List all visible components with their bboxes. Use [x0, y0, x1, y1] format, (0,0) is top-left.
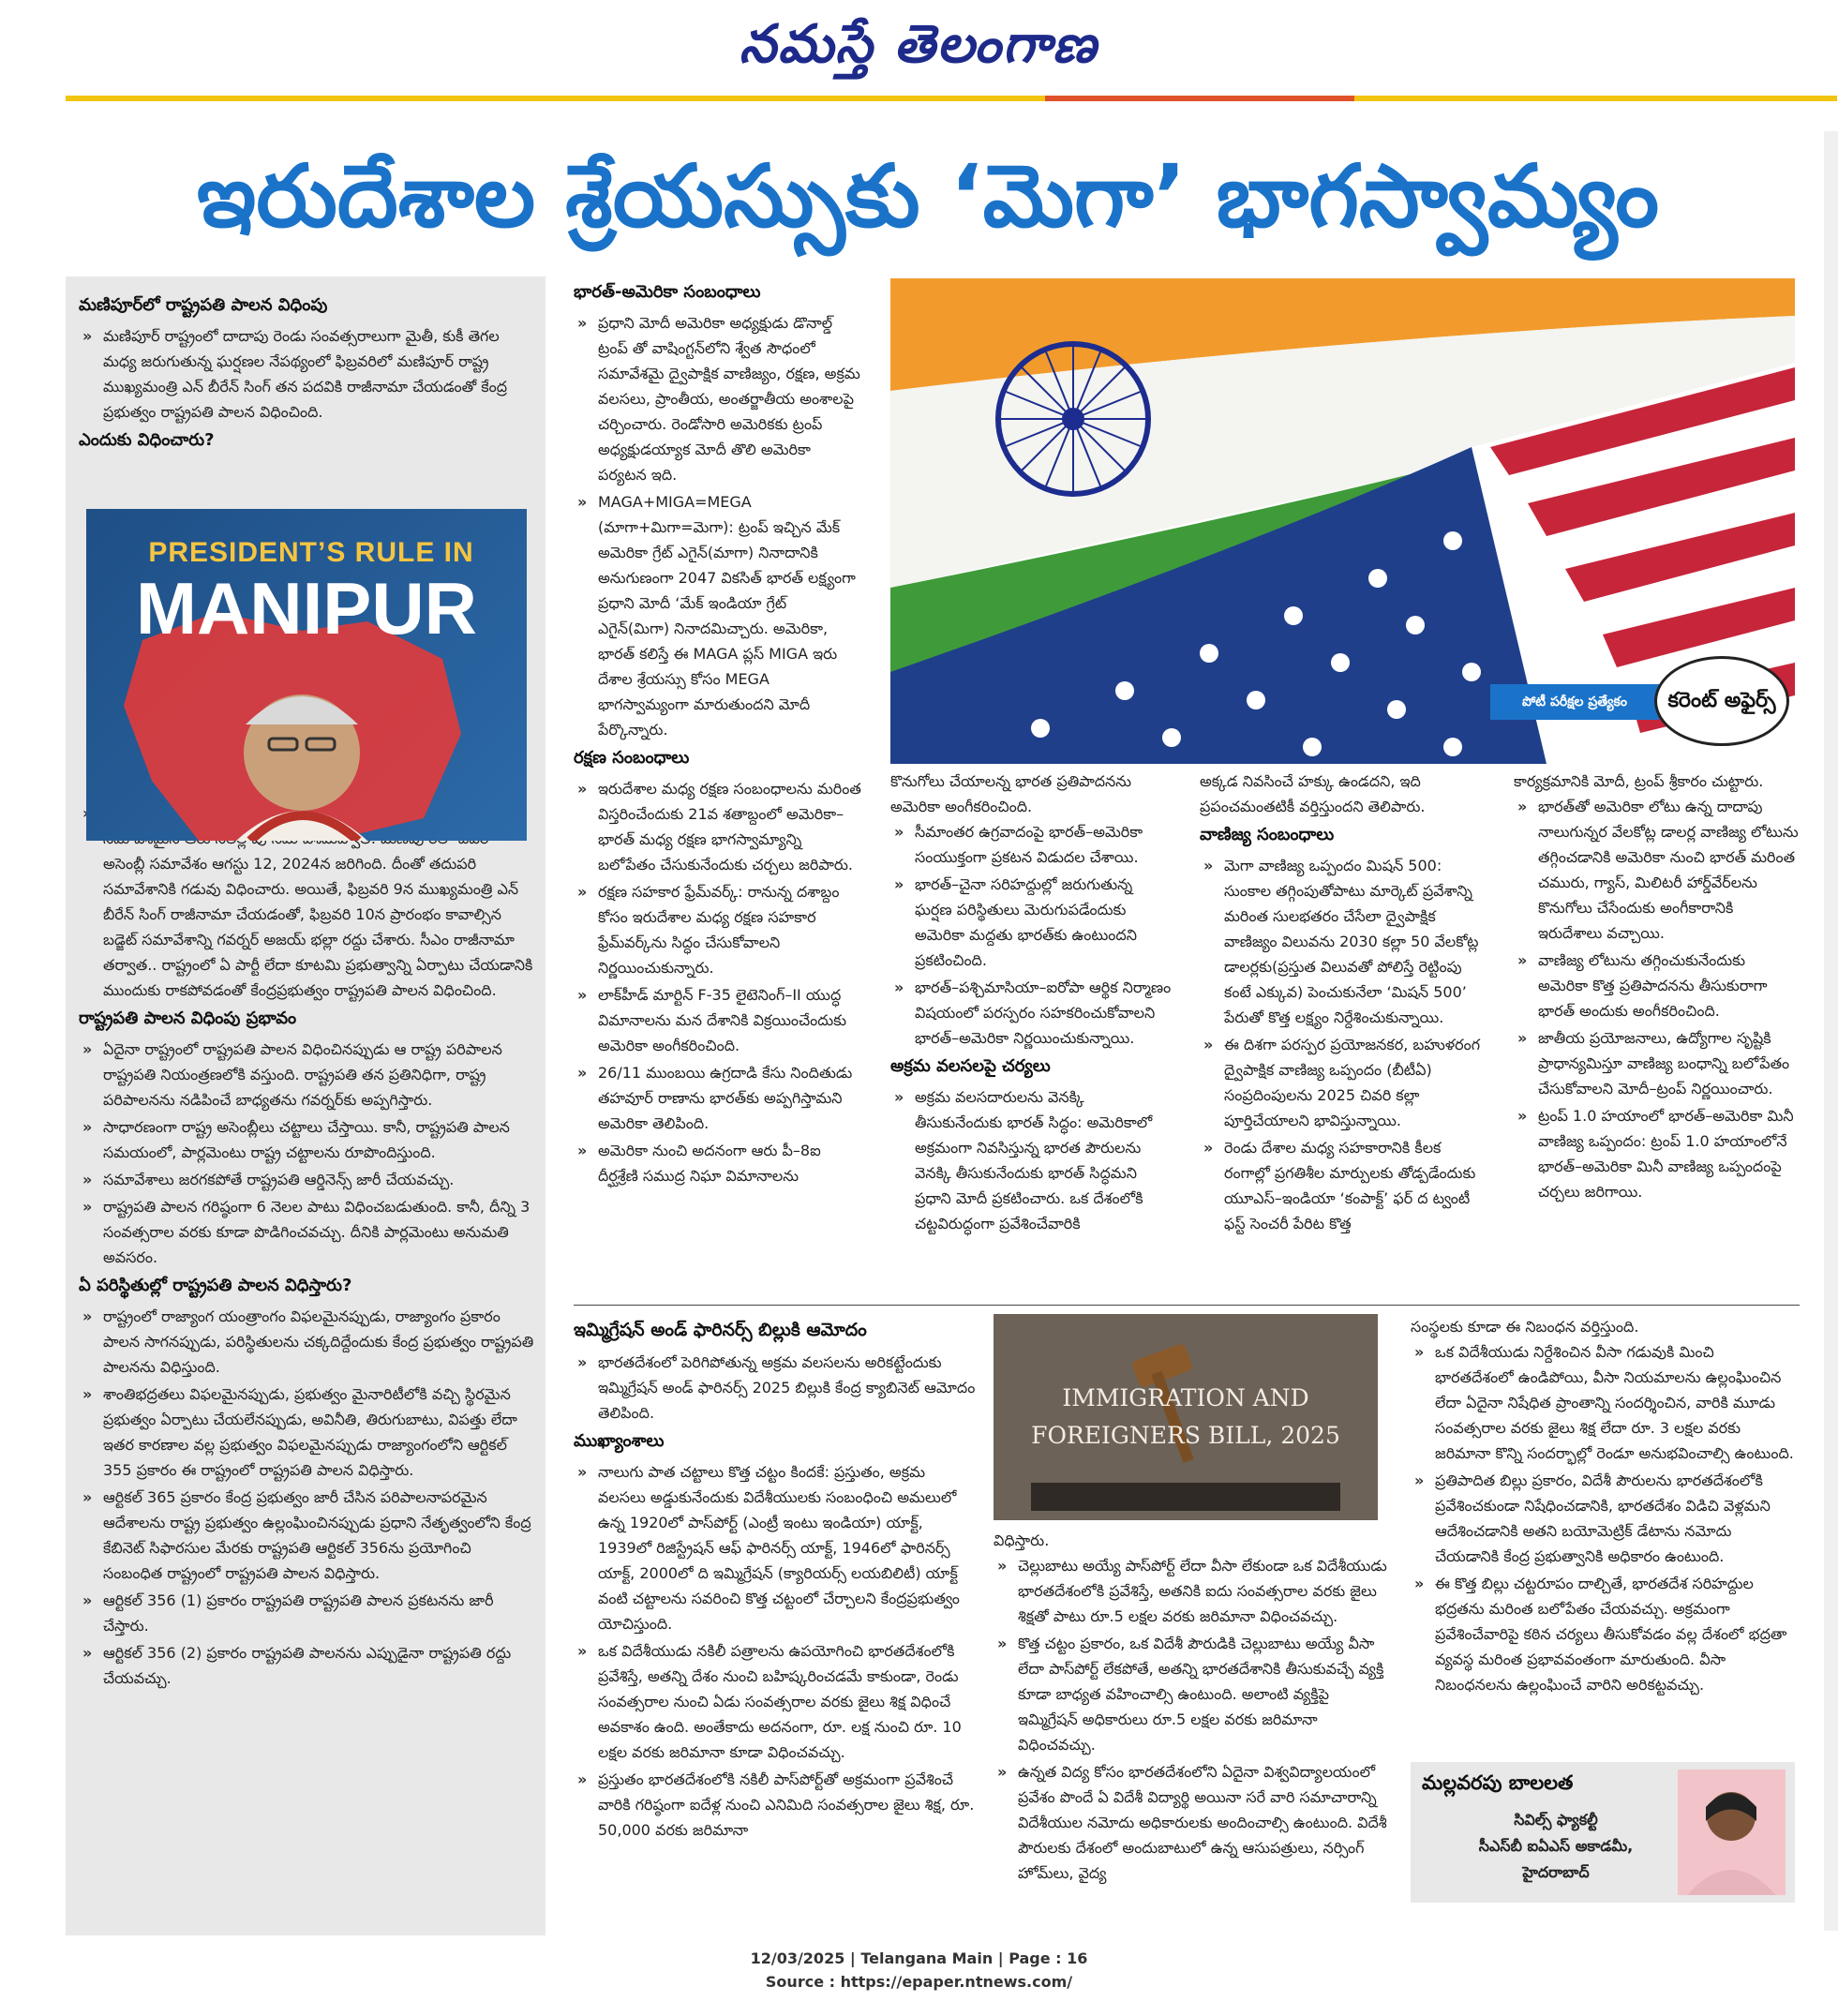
author-photo — [1678, 1770, 1786, 1895]
bullet-item: » ఒక విదేశీయుడు నిర్దేశించిన వీసా గడువుకి మించి భారతదేశంలో ఉండిపోయి, వీసా నియమాలను ఉల్లంఘించిన లేదా ఏదైనా నిషేధిత ప్రాంతాన్ని సందర్శించిన, వారికి మూడు సంవత్సరాల వరకు జైలు శిక్ష లేదా రూ. 3 లక్షల వరకు జరిమానా కొన్ని సందర్భాల్లో రెండూ అనుభవించాల్సి ఉంటుంది. — [1411, 1339, 1795, 1466]
bullet-item: » కొత్త చట్టం ప్రకారం, ఒక విదేశీ పౌరుడికి చెల్లుబాటు అయ్యే వీసా లేదా పాస్‌పోర్ట్ లేకపోతే, అతన్ని భారతదేశానికి తీసుకువచ్చే వ్యక్తి కూడా బాధ్యత వహించాల్సి ఉంటుంది. అలాంటి వ్యక్తిపై ఇమ్మిగ్రేషన్ అధికారులు రూ.5 లక్షల వరకు జరిమానా విధించవచ్చు. — [994, 1631, 1387, 1757]
author-name: మల్లవరపు బాలలత — [1422, 1771, 1574, 1794]
bullet-item: » ప్రతిపాదిత బిల్లు ప్రకారం, విదేశీ పౌరులను భారతదేశంలోకి ప్రవేశించకుండా నిషేధించడానికి, భారతదేశం విడిచి వెళ్లమని ఆదేశించడానికి అతని బయోమెట్రిక్ డేటాను నమోదు చేయడానికి కేంద్ర ప్రభుత్వానికి అధికారం ఉంటుంది. — [1411, 1468, 1795, 1569]
column-c — [1200, 769, 1490, 1293]
paragraph: అక్కడ నివసించే హక్కు ఉండదని, ఇది ప్రపంచమంతటికీ వర్తిస్తుందని తెలిపారు. — [1200, 772, 1426, 815]
footer-source: Source : https://epaper.ntnews.com/ — [765, 1973, 1073, 1991]
page-footer — [0, 1949, 1838, 2006]
bullet-item: » భారత్–చైనా సరిహద్దుల్లో జరుగుతున్న ఘర్షణ పరిస్థితులు మెరుగుపడేందుకు అమెరికా మద్దతు భారత్‌కు ఉంటుందని ప్రకటించింది. — [890, 872, 1172, 973]
section-title: అక్రమ వలసలపై చర్యలు — [890, 1056, 1051, 1076]
bullet-item: » రాష్ట్రపతి పాలన గరిష్ఠంగా 6 నెలల పాటు విధించబడుతుంది. కానీ, దీన్ని 3 సంవత్సరాల వరకు కూడా పొడిగించవచ్చు. దీనికి పార్లమెంటు అనుమతి అవసరం. — [79, 1194, 534, 1270]
bullet-item: » లాక్‌హీడ్ మార్టిన్ F-35 లైటెనింగ్–II యుద్ధ విమానాలను మన దేశానికి విక్రయించేందుకు అమెరికా అంగీకరించింది. — [574, 982, 862, 1058]
section-title: ఏ పరిస్థితుల్లో రాష్ట్రపతి పాలన విధిస్తారు? — [79, 1276, 352, 1295]
bullet-item: » సాధారణంగా రాష్ట్ర అసెంబ్లీలు చట్టాలు చేస్తాయి. కానీ, రాష్ట్రపతి పాలన సమయంలో, పార్లమెంటు రాష్ట్ర చట్టాలను రూపొందిస్తుంది. — [79, 1114, 534, 1165]
author-role: సివిల్స్ ఫ్యాకల్టీ — [1514, 1811, 1598, 1829]
author-org: సీఎస్‌బీ ఐఏఎస్ అకాడమీ, — [1478, 1837, 1634, 1855]
bullet-item: » సమావేశాలు జరగకపోతే రాష్ట్రపతి ఆర్డినెన్స్ జారీ చేయవచ్చు. — [79, 1167, 534, 1192]
column-d — [1514, 769, 1800, 1293]
bill-column-1 — [574, 1350, 977, 1931]
image-caption-line2: MANIPUR — [136, 567, 477, 650]
image-caption: IMMIGRATION AND FOREIGNERS BILL, 2025 — [1031, 1384, 1340, 1449]
presidents-rule-image — [86, 509, 527, 841]
paragraph: సంస్థలకు కూడా ఈ నిబంధన వర్తిస్తుంది. — [1411, 1318, 1639, 1336]
newspaper-logo: నమస్తే తెలంగాణ — [739, 14, 1098, 75]
bullet-item: » భారత్–పశ్చిమాసియా–ఐరోపా ఆర్థిక నిర్మాణం విషయంలో పరస్పరం సహకరించుకోవాలని భారత్–అమెరికా నిర్ణయించుకున్నాయి. — [890, 975, 1172, 1051]
bullet-item: » భారతదేశంలో పెరిగిపోతున్న అక్రమ వలసలను అరికట్టేందుకు ఇమ్మిగ్రేషన్ అండ్ ఫారినర్స్ 2025 బిల్లుకి కేంద్ర క్యాబినెట్ ఆమోదం తెలిపింది. — [574, 1350, 977, 1426]
bullet-item: » రక్షణ సహకార ఫ్రేమ్‌వర్క్: రానున్న దశాబ్దం కోసం ఇరుదేశాల మధ్య రక్షణ సహకార ఫ్రేమ్‌వర్క్‌ను సిద్ధం చేసుకోవాలని నిర్ణయించుకున్నారు. — [574, 879, 862, 980]
bill-column-2 — [994, 1528, 1387, 1931]
bullet-item: » అసెంబ్లీ సమావేశం ఆగస్టు 12, 2024న జరిగింది. దీంతో తదుపరి సమావేశానికి గడువు విధించారు. అయితే, ఫిబ్రవరి 9న ముఖ్యమంత్రి ఎన్ బీరేన్ సింగ్ రాజీనామా చేయడంతో, ఫిబ్రవరి 10న ప్రారంభం కావాల్సిన బడ్జెట్ సమావేశాన్ని గవర్నర్ అజయ్ భల్లా రద్దు చేశారు. సీఎం రాజీనామా తర్వాత.. రాష్ట్రంలో ఏ పార్టీ లేదా కూటమి ప్రభుత్వాన్ని ఏర్పాటు చేయడానికి ముందుకు రాకపోవడంతో కేంద్రప్రభుత్వం రాష్ట్రపతి పాలన విధించింది. — [79, 800, 534, 1003]
bullet-item: » అక్రమ వలసదారులను వెనక్కి తీసుకునేందుకు భారత్ సిద్ధం: అమెరికాలో అక్రమంగా నివసిస్తున్న భారత పౌరులను వెనక్కి తీసుకునేందుకు భారత్ సిద్ధమని ప్రధాని మోదీ ప్రకటించారు. ఒక దేశంలోకి చట్టవిరుద్ధంగా ప్రవేశించేవారికి — [890, 1084, 1172, 1236]
bullet-item: » 26/11 ముంబయి ఉగ్రదాడి కేసు నిందితుడు తహవూర్ రాణాను భారత్‌కు అప్పగిస్తామని అమెరికా తెలిపింది. — [574, 1060, 862, 1136]
header-rule-accent — [1045, 96, 1354, 101]
bullet-item: » ఈ కొత్త బిల్లు చట్టరూపం దాల్చితే, భారతదేశ సరిహద్దుల భద్రతను మరింత బలోపేతం చేయవచ్చు. అక్రమంగా ప్రవేశించేవారిపై కఠిన చర్యలు తీసుకోవడం వల్ల దేశంలో భద్రతా వ్యవస్థ మరింత ప్రభావవంతంగా మారుతుంది. వీసా నిబంధనలను ఉల్లంఘించే వారిని అరికట్టవచ్చు. — [1411, 1571, 1795, 1697]
section-title: మణిపూర్‌లో రాష్ట్రపతి పాలన విధింపు — [79, 295, 328, 315]
section-title: భారత్-అమెరికా సంబంధాలు — [574, 282, 761, 302]
bullet-item: » ప్రధాని మోదీ అమెరికా అధ్యక్షుడు డొనాల్డ్ ట్రంప్ తో వాషింగ్టన్‌లోని శ్వేత సౌధంలో సమావేశమై ద్వైపాక్షిక వాణిజ్యం, రక్షణ, అక్రమ వలసలు, ప్రాంతీయ, అంతర్జాతీయ అంశాలపై చర్చించారు. రెండోసారి అమెరికకు ట్రంప్ అధ్యక్షుడయ్యాక మోదీ తొలి అమెరికా పర్యటన ఇది. — [574, 310, 862, 487]
bullet-item: » ఏదైనా రాష్ట్రంలో రాష్ట్రపతి పాలన విధించినప్పుడు ఆ రాష్ట్ర పరిపాలన రాష్ట్రపతి నియంత్రణలోకి వస్తుంది. రాష్ట్రపతి తన ప్రతినిధిగా, రాష్ట్ర పరిపాలనను నడిపించే బాధ్యతను గవర్నర్‌కు అప్పగిస్తారు. — [79, 1037, 534, 1113]
section-title: వాణిజ్య సంబంధాలు — [1200, 825, 1335, 844]
bullet-item: » ఆర్టికల్ 356 (2) ప్రకారం రాష్ట్రపతి పాలనను ఎప్పుడైనా రాష్ట్రపతి రద్దు చేయవచ్చు. — [79, 1640, 534, 1691]
bullet-item: » ఈ దిశగా పరస్పర ప్రయోజనకర, బహుళరంగ ద్వైపాక్షిక వాణిజ్య ఒప్పందం (బీటీఏ) సంప్రదింపులను 2025 చివరి కల్లా పూర్తిచేయాలని భావిస్తున్నాయి. — [1200, 1032, 1490, 1133]
current-affairs-badge — [1490, 656, 1788, 740]
bullet-item: » శాంతిభద్రతలు విఫలమైనప్పుడు, ప్రభుత్వం మైనారిటీలోకి వచ్చి స్థిరమైన ప్రభుత్వం ఏర్పాటు చేయలేనప్పుడు, అవినీతి, తిరుగుబాటు, విపత్తు లేదా ఇతర కారణాల వల్ల ప్రభుత్వం విఫలమైనప్పుడు రాజ్యాంగంలోని ఆర్టికల్ 355 ప్రకారం ఈ రాష్ట్రంలో రాష్ట్రపతి పాలన విధిస్తారు. — [79, 1381, 534, 1483]
bullet-item: » చెల్లుబాటు అయ్యే పాస్‌పోర్ట్ లేదా వీసా లేకుండా ఒక విదేశీయుడు భారతదేశంలోకి ప్రవేశిస్తే, అతనికి ఐదు సంవత్సరాల వరకు జైలు శిక్షతో పాటు రూ.5 లక్షల వరకు జరిమానా విధించవచ్చు. — [994, 1553, 1387, 1629]
bullet-item: » రెండు దేశాల మధ్య సహకారానికి కీలక రంగాల్లో ప్రగతిశీల మార్పులకు తోడ్పడేందుకు యూఎస్–ఇండియా ‘కంపాక్ట్’ ఫర్ ద ట్వంటీ ఫస్ట్ సెంచరీ పేరిట కొత్త — [1200, 1135, 1490, 1236]
section-title: రాష్ట్రపతి పాలన విధింపు ప్రభావం — [79, 1008, 297, 1028]
image-caption-line1: PRESIDENT’S RULE IN — [148, 537, 474, 568]
bullet-item: » సీమాంతర ఉగ్రవాదంపై భారత్–అమెరికా సంయుక్తంగా ప్రకటన విడుదల చేశాయి. — [890, 819, 1172, 870]
bill-section-title: ఇమ్మిగ్రేషన్ అండ్ ఫారినర్స్ బిల్లుకి ఆమోదం — [574, 1320, 867, 1340]
footer-edition: 12/03/2025 | Telangana Main | Page : 16 — [750, 1949, 1088, 1967]
page-headline: ఇరుదేశాల శ్రేయస్సుకు ‘మెగా’ భాగస్వామ్యం — [197, 146, 1659, 246]
author-city: హైదరాబాద్ — [1522, 1863, 1590, 1881]
person-icon — [1678, 1770, 1786, 1895]
column-b — [890, 769, 1172, 1293]
paragraph: కొనుగోలు చేయాలన్న భారత ప్రతిపాదనను అమెరికా అంగీకరించింది. — [890, 772, 1132, 815]
bullet-item: » ఆర్టికల్ 365 ప్రకారం కేంద్ర ప్రభుత్వం జారీ చేసిన పరిపాలనాపరమైన ఆదేశాలను రాష్ట్ర ప్రభుత్వం ఉల్లంఘించినప్పుడు ప్రధాని నేతృత్వంలోని కేంద్ర కేబినెట్ సిఫారసుల మేరకు రాష్ట్రపతి ఆర్టికల్ 356ను ప్రయోగించి సంబంధిత రాష్ట్రంలో రాష్ట్రపతి పాలన విధిస్తారు. — [79, 1485, 534, 1586]
section-title: రక్షణ సంబంధాలు — [574, 748, 690, 768]
relations-column — [574, 276, 862, 1289]
bullet-item: » ఆర్టికల్ 356 (1) ప్రకారం రాష్ట్రపతి రాష్ట్రపతి పాలన ప్రకటనను జారీ చేస్తారు. — [79, 1588, 534, 1638]
immigration-bill-image — [994, 1314, 1378, 1520]
masthead — [0, 0, 1838, 94]
bullet-item: » మణిపూర్ రాష్ట్రంలో దాదాపు రెండు సంవత్సరాలుగా మైతీ, కుకీ తెగల మధ్య జరుగుతున్న ఘర్షణల నేపథ్యంలో ఫిబ్రవరిలో మణిపూర్ రాష్ట్ర ముఖ్యమంత్రి ఎన్ బీరేన్ సింగ్ తన పదవికి రాజీనామా చేయడంతో కేంద్ర ప్రభుత్వం రాష్ట్రపతి పాలన విధించింది. — [79, 323, 534, 425]
bullet-item: » ఒక విదేశీయుడు నకిలీ పత్రాలను ఉపయోగించి భారతదేశంలోకి ప్రవేశిస్తే, అతన్ని దేశం నుంచి బహిష్కరించడమే కాకుండా, రెండు సంవత్సరాల నుంచి ఏడు సంవత్సరాల వరకు జైలు శిక్ష విధించే అవకాశం ఉంది. అంతేకాదు అదనంగా, రూ. లక్ష నుంచి రూ. 10 లక్షల వరకు జరిమానా కూడా విధించవచ్చు. — [574, 1638, 977, 1765]
author-box — [1411, 1762, 1795, 1903]
badge-tag: పోటీ పరీక్షల ప్రత్యేకం — [1490, 684, 1659, 720]
bullet-item: » మెగా వాణిజ్య ఒప్పందం మిషన్ 500: సుంకాల తగ్గింపుతోపాటు మార్కెట్ ప్రవేశాన్ని మరింత సులభతరం చేసేలా ద్వైపాక్షిక వాణిజ్యం విలువను 2030 కల్లా 50 వేలకోట్ల డాలర్లకు(ప్రస్తుత విలువతో పోలిస్తే రెట్టింపు కంటే ఎక్కువ) పెంచుకునేలా ‘మిషన్ 500’ పేరుతో కొత్త లక్ష్యం నిర్దేశించుకున్నాయి. — [1200, 853, 1490, 1030]
paragraph: విధిస్తారు. — [994, 1531, 1050, 1549]
header-rule — [66, 96, 1837, 101]
bullet-item: » వాణిజ్య లోటును తగ్గించుకునేందుకు అమెరికా కొత్త ప్రతిపాదనను తీసుకురాగా భారత్ అందుకు అంగీకరించింది. — [1514, 948, 1800, 1023]
bullet-item: » ప్రస్తుతం భారతదేశంలోకి నకిలీ పాస్‌పోర్ట్‌తో అక్రమంగా ప్రవేశించే వారికి గరిష్ఠంగా ఐదేళ్ల నుంచి ఎనిమిది సంవత్సరాల జైలు శిక్ష, రూ. 50,000 వరకు జరిమానా — [574, 1767, 977, 1843]
bullet-item: » MAGA+MIGA=MEGA (మాగా+మిగా=మెగా): ట్రంప్ ఇచ్చిన మేక్ అమెరికా గ్రేట్ ఎగైన్(మాగా) నినాదానికి అనుగుణంగా 2047 వికసిత్ భారత్ లక్ష్యంగా ప్రధాని మోదీ ‘మేక్ ఇండియా గ్రేట్ ఎగైన్(మిగా) నినాదమిచ్చారు. అమెరికా, భారత్ కలిస్తే ఈ MAGA ప్లస్ MIGA ఇరు దేశాల శ్రేయస్సు కోసం MEGA భాగస్వామ్యంగా మారుతుందని మోదీ పేర్కొన్నారు. — [574, 489, 862, 742]
bill-column-3 — [1411, 1314, 1795, 1755]
bullet-item: » ఉన్నత విద్య కోసం భారతదేశంలోని ఏదైనా విశ్వవిద్యాలయంలో ప్రవేశం పొందే ఏ విదేశీ విద్యార్థి అయినా సరే వారి సమాచారాన్ని విదేశీయుల నమోదు అధికారులకు అందించాల్సి ఉంటుంది. విదేశీ పౌరులకు దేశంలో అందుబాటులో ఉన్న ఆసుపత్రులు, నర్సింగ్ హోమ్‌లు, వైద్య — [994, 1759, 1387, 1886]
badge-label: కరెంట్ అఫైర్స్ — [1654, 656, 1789, 746]
section-subtitle: ఎందుకు విధించారు? — [79, 430, 215, 450]
section-subtitle: ముఖ్యాంశాలు — [574, 1431, 665, 1451]
page-edge — [1824, 131, 1838, 1931]
bullet-item: » భారత్‌తో అమెరికా లోటు ఉన్న దాదాపు నాలుగున్నర వేలకోట్ల డాలర్ల వాణిజ్య లోటును తగ్గించడానికి అమెరికా నుంచి భారత్ మరింత చమురు, గ్యాస్, మిలిటరీ హార్డ్‌వేర్‌లను కొనుగోలు చేసేందుకు అంగీకారానికి ఇరుదేశాలు వచ్చాయి. — [1514, 794, 1800, 946]
paragraph: కార్యక్రమానికి మోదీ, ట్రంప్ శ్రీకారం చుట్టారు. — [1514, 772, 1764, 790]
bullet-item: » ట్రంప్ 1.0 హయాంలో భారత్–అమెరికా మినీ వాణిజ్య ఒప్పందం: ట్రంప్ 1.0 హయాంలోనే భారత్–అమెరికా మినీ వాణిజ్య ఒప్పందంపై చర్చలు జరిగాయి. — [1514, 1103, 1800, 1204]
bullet-item: » నాలుగు పాత చట్టాలు కొత్త చట్టం కిందకే: ప్రస్తుతం, అక్రమ వలసలు అడ్డుకునేందుకు విదేశీయులకు సంబంధించి అమలులో ఉన్న 1920లో పాస్‌పోర్ట్ (ఎంట్రీ ఇంటు ఇండియా) యాక్ట్, 1939లో రిజిస్ట్రేషన్ ఆఫ్ ఫారినర్స్ యాక్ట్, 1946లో ఫారినర్స్ యాక్ట్, 2000లో ది ఇమ్మిగ్రేషన్ (క్యారియర్స్ లయబిలిటీ) యాక్ట్ వంటి చట్టాలను సవరించి కొత్త చట్టంలో చేర్చాలని కేంద్రప్రభుత్వం యోచిస్తుంది. — [574, 1459, 977, 1636]
bullet-item: » రాష్ట్రంలో రాజ్యాంగ యంత్రాంగం విఫలమైనప్పుడు, రాజ్యాంగం ప్రకారం పాలన సాగనప్పుడు, పరిస్థితులను చక్కదిద్దేందుకు కేంద్ర ప్రభుత్వం రాష్ట్రపతి పాలనను విధిస్తుంది. — [79, 1304, 534, 1380]
bullet-item: » ఇరుదేశాల మధ్య రక్షణ సంబంధాలను మరింత విస్తరించేందుకు 21వ శతాబ్దంలో అమెరికా–భారత్ మధ్య రక్షణ భాగస్వామ్యాన్ని బలోపేతం చేసుకునేందుకు చర్చలు జరిపారు. — [574, 776, 862, 877]
bullet-item: » జాతీయ ప్రయోజనాలు, ఉద్యోగాల సృష్టికి ప్రాధాన్యమిస్తూ వాణిజ్య బంధాన్ని బలోపేతం చేసుకోవాలని మోదీ–ట్రంప్ నిర్ణయించారు. — [1514, 1025, 1800, 1101]
section-divider — [574, 1305, 1800, 1306]
bullet-item: » అమెరికా నుంచి అదనంగా ఆరు పీ–8ఐ దీర్ఘశ్రేణి సముద్ర నిఘా విమానాలను — [574, 1138, 862, 1188]
